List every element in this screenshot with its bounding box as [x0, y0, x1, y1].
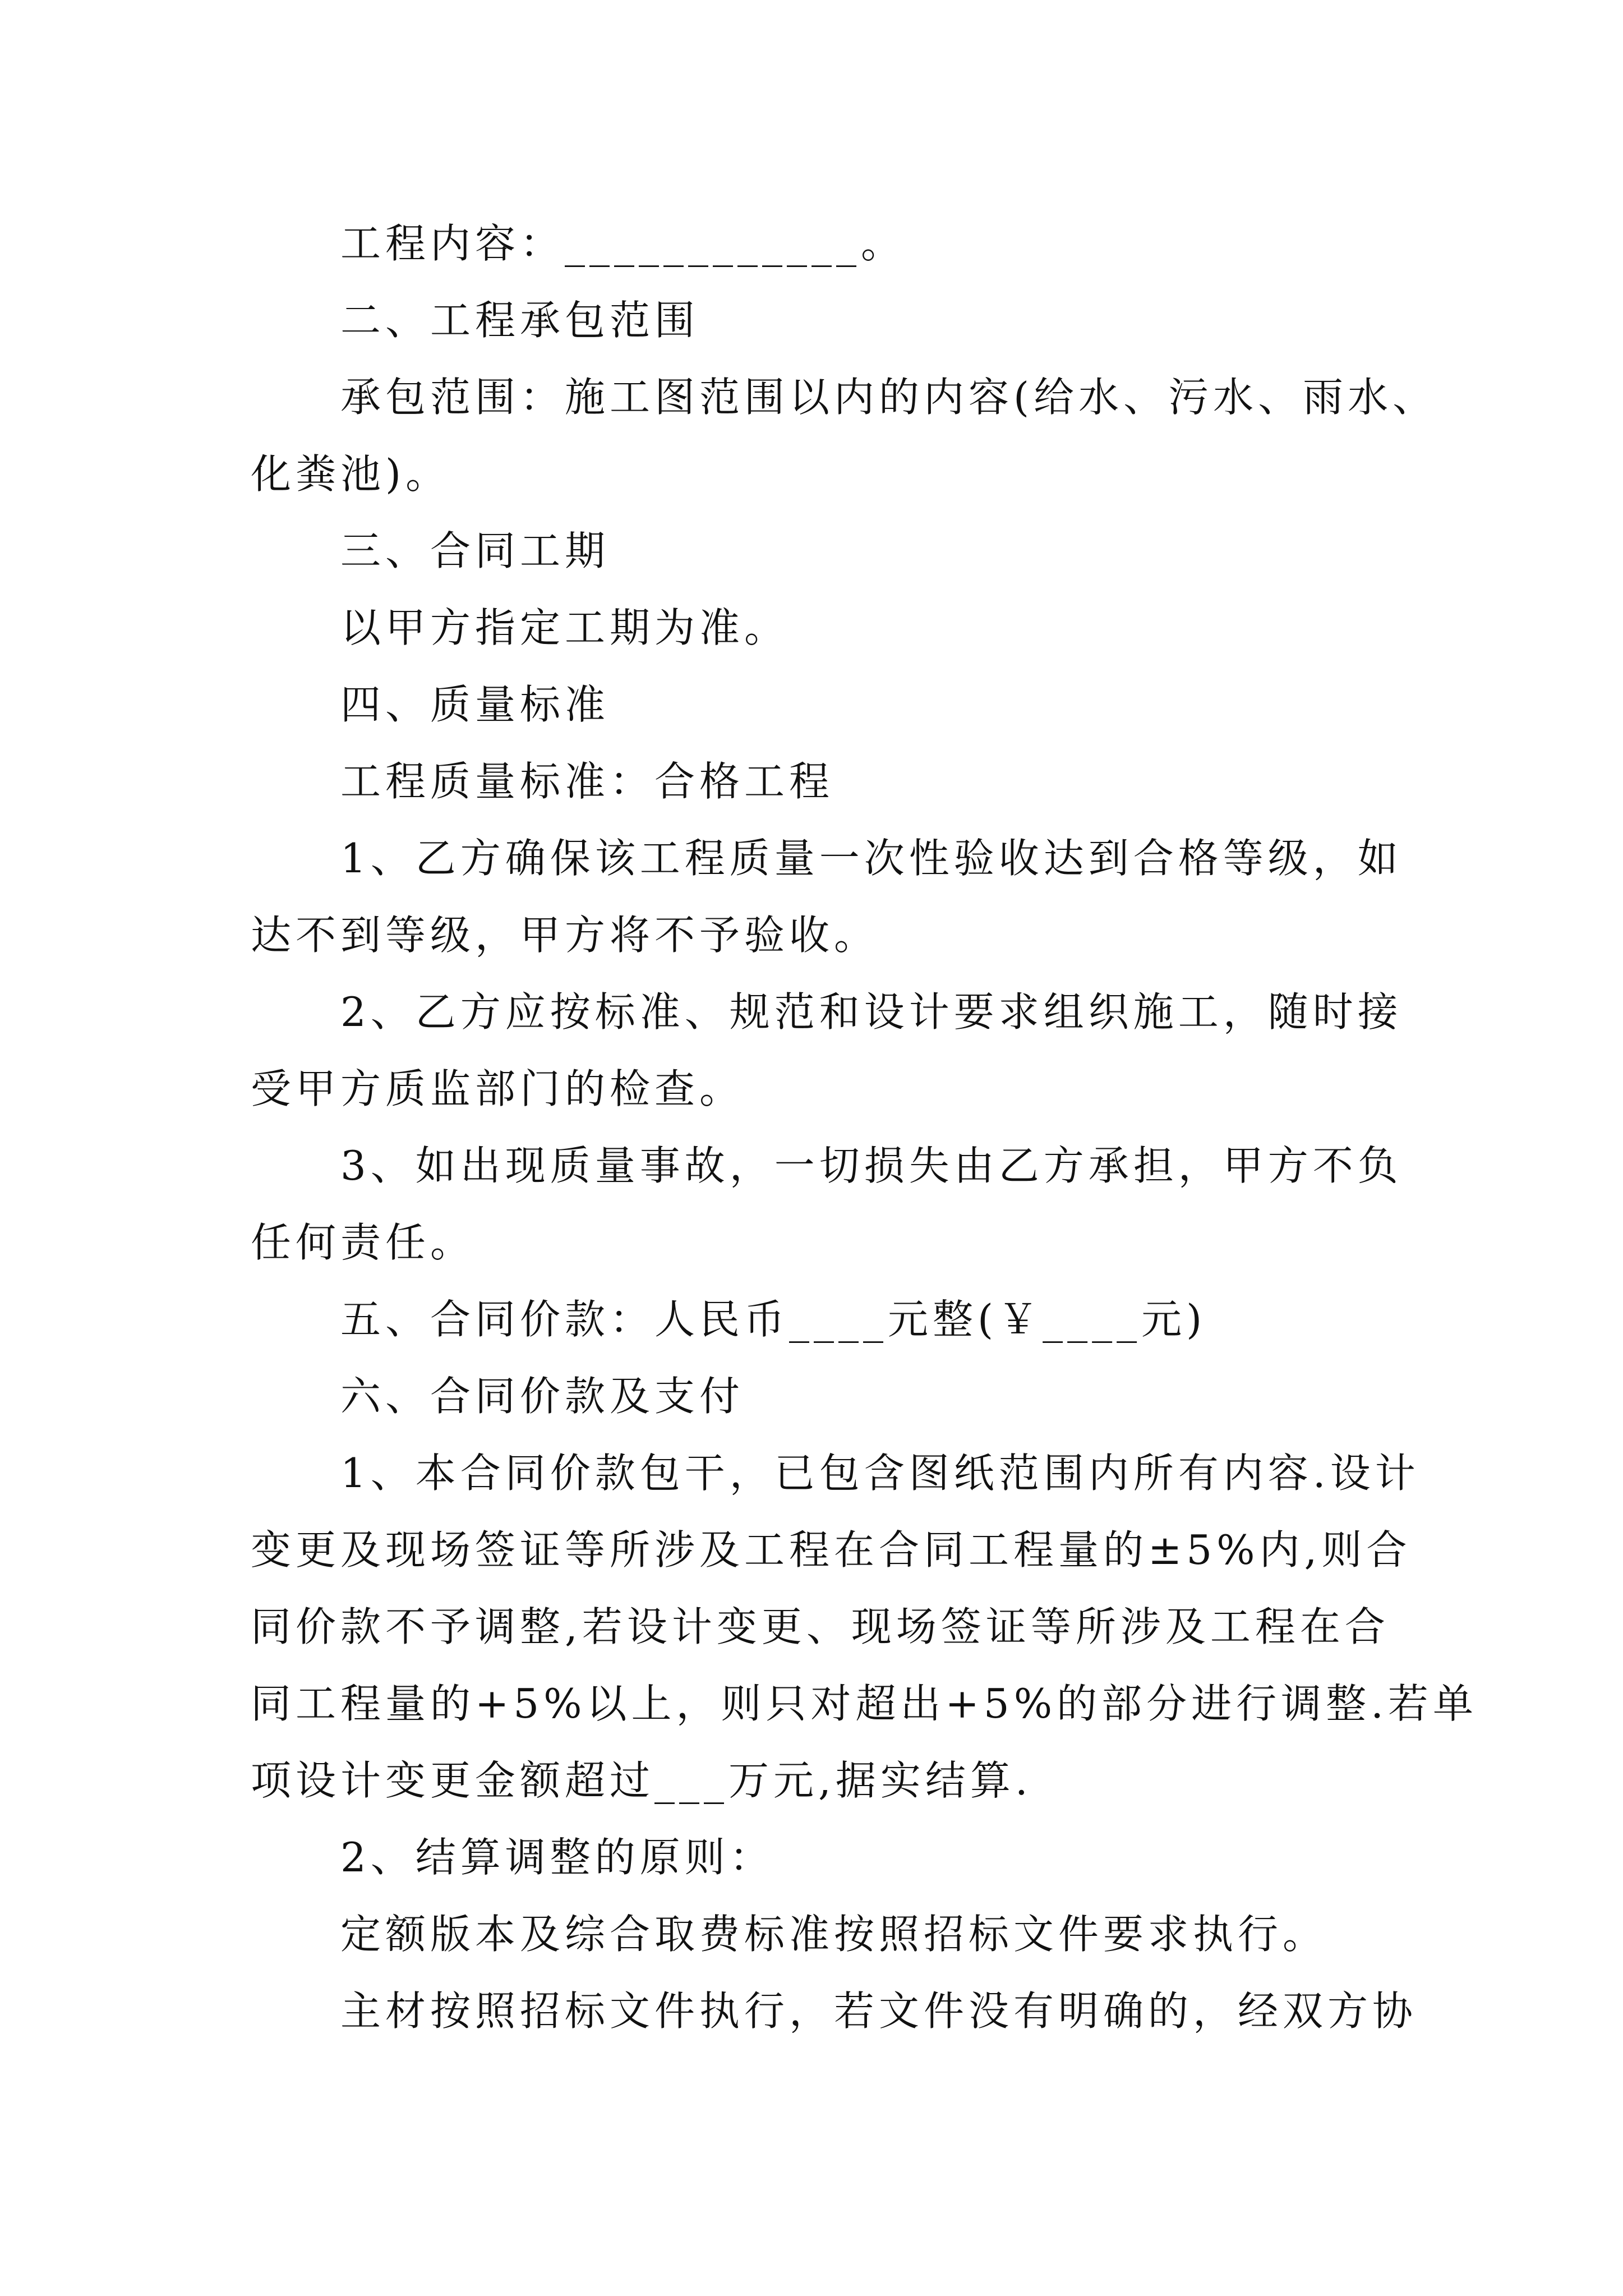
text-line: 三、合同工期	[340, 527, 610, 574]
text-line: 达不到等级，甲方将不予验收。	[251, 912, 879, 959]
text-line: 1、乙方确保该工程质量一次性验收达到合格等级，如	[340, 835, 1403, 882]
text-line: 3、如出现质量事故，一切损失由乙方承担，甲方不负	[340, 1142, 1403, 1189]
main-materials-paragraph	[251, 1973, 1513, 2050]
section-heading-quality	[251, 666, 1513, 743]
quality-clause-3	[251, 1128, 1513, 1281]
text-line: 变更及现场签证等所涉及工程在合同工程量的±5%内,则合	[251, 1526, 1412, 1573]
text-line: 承包范围：施工图范围以内的内容(给水、污水、雨水、	[340, 374, 1438, 421]
duration-paragraph	[251, 590, 1513, 666]
payment-clause-1	[251, 1435, 1513, 1819]
contract-price-line	[251, 1281, 1513, 1358]
text-line: 1、本合同价款包干，已包含图纸范围内所有内容.设计	[340, 1450, 1420, 1497]
text-line: 同工程量的+5%以上，则只对超出+5%的部分进行调整.若单	[251, 1680, 1478, 1727]
text-line: 2、乙方应按标准、规范和设计要求组织施工，随时接	[340, 988, 1403, 1036]
text-line: 五、合同价款：人民币____元整(￥____元)	[340, 1296, 1207, 1343]
text-line: 项设计变更金额超过___万元,据实结算.	[251, 1757, 1032, 1804]
scope-paragraph	[251, 359, 1513, 513]
document-body	[251, 205, 1513, 2050]
text-line: 四、质量标准	[340, 681, 610, 728]
section-heading-scope	[251, 282, 1513, 359]
text-line: 工程质量标准：合格工程	[340, 758, 834, 805]
text-line: 同价款不予调整,若设计变更、现场签证等所涉及工程在合	[251, 1603, 1390, 1650]
quality-clause-1	[251, 820, 1513, 974]
section-heading-duration	[251, 513, 1513, 590]
text-line: 任何责任。	[251, 1219, 476, 1266]
project-content-field	[251, 205, 1513, 282]
text-line: 受甲方质监部门的检查。	[251, 1065, 745, 1112]
text-line: 主材按照招标文件执行，若文件没有明确的，经双方协	[340, 1987, 1418, 2035]
text-line: 六、合同价款及支付	[340, 1373, 745, 1420]
payment-clause-2-heading	[251, 1819, 1513, 1896]
text-line: 工程内容：____________。	[340, 220, 906, 267]
text-line: 定额版本及综合取费标准按照招标文件要求执行。	[340, 1911, 1328, 1958]
quality-clause-2	[251, 974, 1513, 1128]
text-line: 二、工程承包范围	[340, 297, 700, 344]
text-line: 以甲方指定工期为准。	[340, 604, 790, 651]
quota-version-paragraph	[251, 1896, 1513, 1973]
section-heading-payment	[251, 1358, 1513, 1435]
quality-standard-paragraph	[251, 743, 1513, 820]
text-line: 2、结算调整的原则：	[340, 1834, 774, 1881]
text-line: 化粪池)。	[251, 450, 451, 498]
